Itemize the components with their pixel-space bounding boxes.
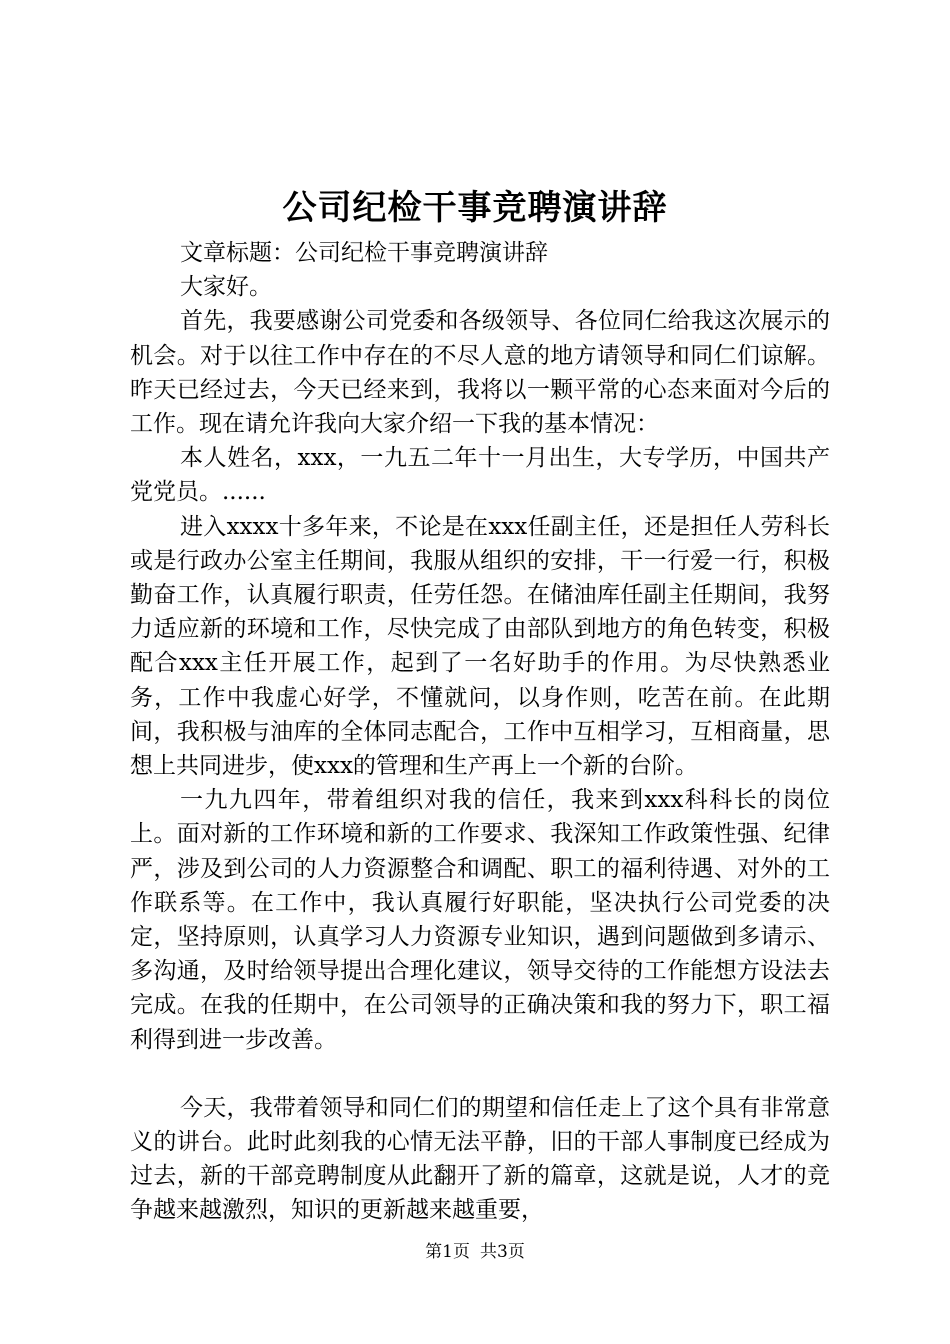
- paragraph-today: 今天，我带着领导和同仁们的期望和信任走上了这个具有非常意义的讲台。此时此刻我的心情无法平静，旧的干部人事制度已经成为过去，新的干部竞聘制度从此翻开了新的篇章，这就是说，人才的竞争越来越激烈，知识的更新越来越重要，: [130, 1094, 830, 1224]
- document-body: [130, 236, 830, 1228]
- paragraph-basic-info: 本人姓名，xxx，一九五二年十一月出生，大专学历，中国共产党党员。......: [130, 445, 830, 506]
- paragraph-section-chief: 一九九四年，带着组织对我的信任，我来到xxx科科长的岗位上。面对新的工作环境和新的工作要求、我深知工作政策性强、纪律严，涉及到公司的人力资源整合和调配、职工的福利待遇、对外的工作联系等。在工作中，我认真履行好职能，坚决执行公司党委的决定，坚持原则，认真学习人力资源专业知识，遇到问题做到多请示、多沟通，及时给领导提出合理化建议，领导交待的工作能想方设法去完成。在我的任期中，在公司领导的正确决策和我的努力下，职工福利得到进一步改善。: [130, 787, 830, 1053]
- document-title: 公司纪检干事竞聘演讲辞: [282, 188, 668, 228]
- paragraph-experience: 进入xxxx十多年来，不论是在xxx任副主任，还是担任人劳科长或是行政办公室主任期间，我服从组织的安排，干一行爱一行，积极勤奋工作，认真履行职责，任劳任怨。在储油库任副主任期间，我努力适应新的环境和工作，尽快完成了由部队到地方的角色转变，积极配合xxx主任开展工作，起到了一名好助手的作用。为尽快熟悉业务，工作中我虚心好学，不懂就问，以身作则，吃苦在前。在此期间，我积极与油库的全体同志配合，工作中互相学习，互相商量，思想上共同进步，使xxx的管理和生产再上一个新的台阶。: [130, 513, 830, 780]
- page-footer: [0, 1240, 950, 1264]
- paragraph-article-title: 文章标题：公司纪检干事竞聘演讲辞: [180, 240, 548, 266]
- page-total: 共3页: [480, 1242, 525, 1262]
- paragraph-greeting: 大家好。: [180, 274, 272, 301]
- paragraph-intro: 首先，我要感谢公司党委和各级领导、各位同仁给我这次展示的机会。对于以往工作中存在的不尽人意的地方请领导和同仁们谅解。昨天已经过去，今天已经来到，我将以一颗平常的心态来面对今后的工作。现在请允许我向大家介绍一下我的基本情况：: [130, 308, 830, 438]
- page-number: 第1页: [425, 1242, 470, 1262]
